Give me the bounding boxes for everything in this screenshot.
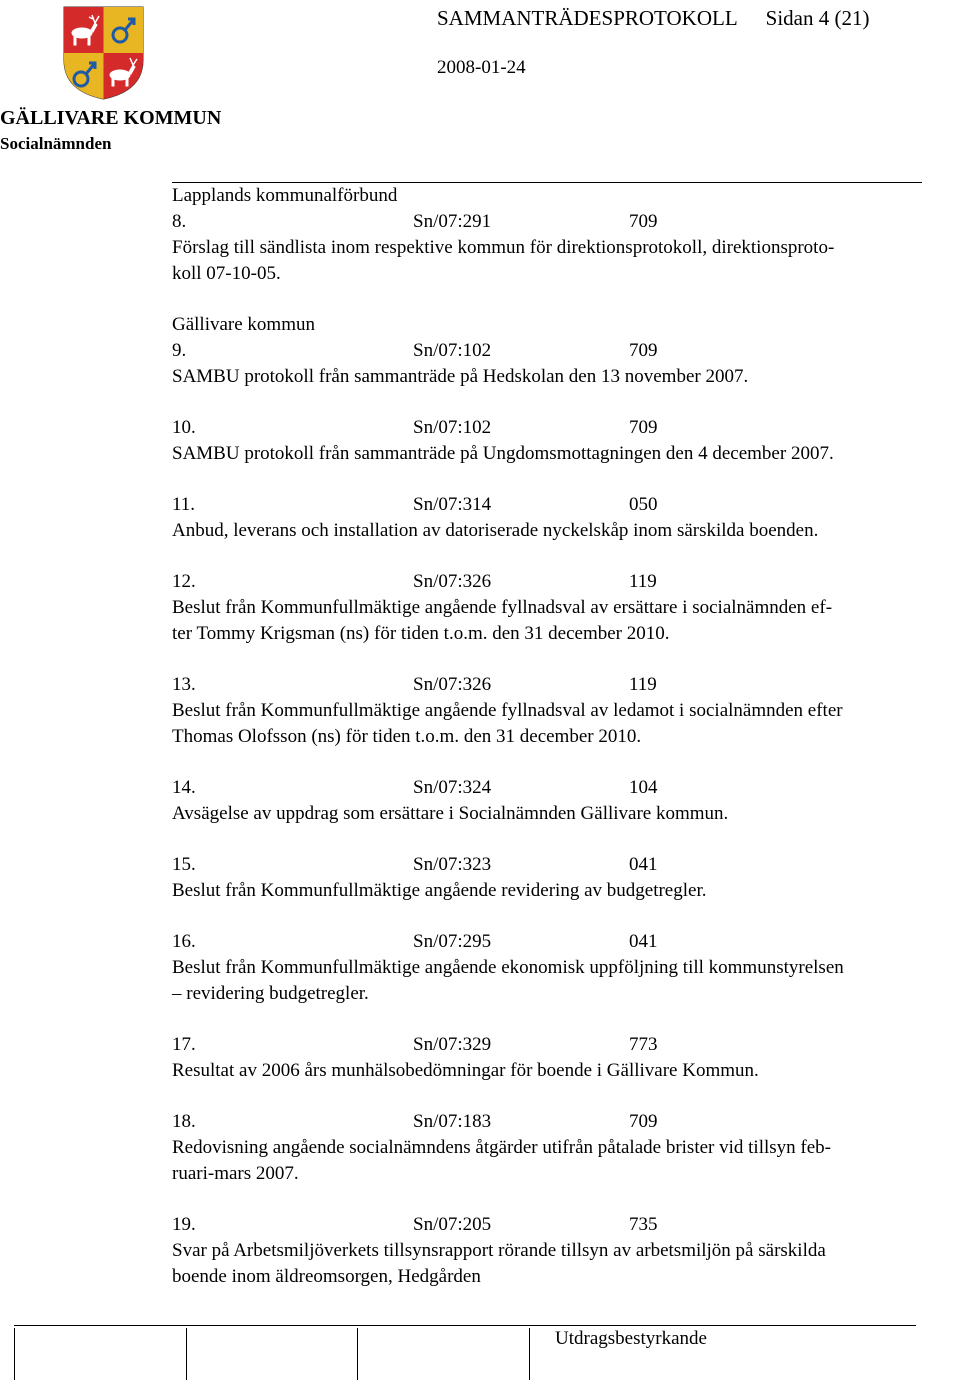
- item-description-line: Beslut från Kommunfullmäktige angående fyllnadsval av ersättare i socialnämnden ef-: [172, 597, 833, 618]
- section-heading: Gällivare kommun: [172, 314, 315, 335]
- item-spacer: [172, 904, 960, 929]
- case-number: Sn/07:326: [413, 674, 492, 695]
- organization-block: [0, 105, 221, 157]
- signature-box-divider: [529, 1328, 530, 1380]
- item-description-line: Resultat av 2006 års munhälsobedömningar för boende i Gällivare Kommun.: [172, 1060, 759, 1081]
- item-number: 11.: [172, 494, 196, 515]
- item-description-line: Avsägelse av uppdrag som ersättare i Socialnämnden Gällivare kommun.: [172, 803, 729, 824]
- section-heading: Lapplands kommunalförbund: [172, 185, 398, 206]
- agenda-item-meta: [172, 672, 960, 698]
- agenda-item-meta: [172, 852, 960, 878]
- item-spacer: [172, 1187, 960, 1212]
- archive-code: 709: [629, 211, 658, 232]
- item-number: 8.: [172, 211, 187, 232]
- item-description-line: Beslut från Kommunfullmäktige angående fyllnadsval av ledamot i socialnämnden efter: [172, 700, 843, 721]
- agenda-item: [172, 672, 960, 750]
- item-description-line: ruari-mars 2007.: [172, 1163, 299, 1184]
- agenda-item: [172, 1032, 960, 1084]
- archive-code: 709: [629, 340, 658, 361]
- item-spacer: [172, 1007, 960, 1032]
- agenda-item: [172, 338, 960, 390]
- case-number: Sn/07:323: [413, 854, 492, 875]
- item-description-line: – revidering budgetregler.: [172, 983, 369, 1004]
- item-number: 15.: [172, 854, 196, 875]
- item-spacer: [172, 827, 960, 852]
- archive-code: 709: [629, 417, 658, 438]
- signature-box-divider: [186, 1328, 187, 1380]
- case-number: Sn/07:324: [413, 777, 492, 798]
- agenda-item-meta: [172, 1032, 960, 1058]
- archive-code: 773: [629, 1034, 658, 1055]
- signature-box-divider: [14, 1328, 15, 1380]
- item-description-line: Anbud, leverans och installation av datoriserade nyckelskåp inom särskilda boenden.: [172, 520, 819, 541]
- case-number: Sn/07:314: [413, 494, 492, 515]
- department-name: Socialnämnden: [0, 134, 112, 153]
- meeting-date: 2008-01-24: [437, 57, 526, 78]
- agenda-item: [172, 569, 960, 647]
- agenda-item-meta: [172, 1212, 960, 1238]
- agenda-item-meta: [172, 569, 960, 595]
- item-number: 16.: [172, 931, 196, 952]
- agenda-item-meta: [172, 209, 960, 235]
- archive-code: 119: [629, 571, 657, 592]
- item-spacer: [172, 467, 960, 492]
- item-description-line: Beslut från Kommunfullmäktige angående revidering av budgetregler.: [172, 880, 707, 901]
- agenda-item-meta: [172, 415, 960, 441]
- case-number: Sn/07:183: [413, 1111, 492, 1132]
- item-spacer: [172, 544, 960, 569]
- coat-of-arms-logo: [62, 5, 145, 101]
- item-description-line: SAMBU protokoll från sammanträde på Ungdomsmottagningen den 4 december 2007.: [172, 443, 834, 464]
- item-description-line: boende inom äldreomsorgen, Hedgården: [172, 1266, 481, 1287]
- item-description-line: Förslag till sändlista inom respektive kommun för direktionsprotokoll, direktionsproto-: [172, 237, 835, 258]
- item-description-line: Beslut från Kommunfullmäktige angående ekonomisk uppföljning till kommunstyrelsen: [172, 957, 844, 978]
- item-spacer: [172, 390, 960, 415]
- agenda-item: [172, 1109, 960, 1187]
- case-number: Sn/07:102: [413, 340, 492, 361]
- agenda-item: [172, 852, 960, 904]
- item-description-line: SAMBU protokoll från sammanträde på Hedskolan den 13 november 2007.: [172, 366, 749, 387]
- item-number: 13.: [172, 674, 196, 695]
- agenda-item: [172, 775, 960, 827]
- agenda-item: [172, 492, 960, 544]
- agenda-item-meta: [172, 775, 960, 801]
- item-number: 18.: [172, 1111, 196, 1132]
- agenda-item: [172, 1212, 960, 1290]
- agenda-item: [172, 415, 960, 467]
- item-description-line: ter Tommy Krigsman (ns) för tiden t.o.m. den 31 december 2010.: [172, 623, 670, 644]
- case-number: Sn/07:329: [413, 1034, 492, 1055]
- item-description-line: koll 07-10-05.: [172, 263, 281, 284]
- document-header: [437, 6, 869, 31]
- item-spacer: [172, 1084, 960, 1109]
- item-number: 19.: [172, 1214, 196, 1235]
- archive-code: 041: [629, 931, 658, 952]
- archive-code: 709: [629, 1111, 658, 1132]
- archive-code: 050: [629, 494, 658, 515]
- archive-code: 119: [629, 674, 657, 695]
- archive-code: 104: [629, 777, 658, 798]
- page-indicator: Sidan 4 (21): [765, 6, 870, 30]
- item-number: 14.: [172, 777, 196, 798]
- protocol-content: [172, 182, 960, 1290]
- item-number: 17.: [172, 1034, 196, 1055]
- item-number: 9.: [172, 340, 187, 361]
- footer-rule: [14, 1325, 916, 1326]
- extract-certification-label: Utdragsbestyrkande: [555, 1328, 707, 1349]
- item-spacer: [172, 647, 960, 672]
- archive-code: 041: [629, 854, 658, 875]
- agenda-item: [172, 209, 960, 287]
- agenda-item-meta: [172, 1109, 960, 1135]
- organization-name: GÄLLIVARE KOMMUN: [0, 107, 222, 129]
- signature-box-divider: [357, 1328, 358, 1380]
- agenda-item-meta: [172, 338, 960, 364]
- case-number: Sn/07:295: [413, 931, 492, 952]
- case-number: Sn/07:205: [413, 1214, 492, 1235]
- item-description-line: Svar på Arbetsmiljöverkets tillsynsrapport rörande tillsyn av arbetsmiljön på särskilda: [172, 1240, 826, 1261]
- case-number: Sn/07:326: [413, 571, 492, 592]
- item-number: 10.: [172, 417, 196, 438]
- item-spacer: [172, 287, 960, 312]
- agenda-item: [172, 929, 960, 1007]
- item-spacer: [172, 750, 960, 775]
- item-description-line: Thomas Olofsson (ns) för tiden t.o.m. den 31 december 2010.: [172, 726, 642, 747]
- case-number: Sn/07:291: [413, 211, 492, 232]
- item-description-line: Redovisning angående socialnämndens åtgärder utifrån påtalade brister vid tillsyn feb-: [172, 1137, 831, 1158]
- agenda-item-meta: [172, 929, 960, 955]
- agenda-item-meta: [172, 492, 960, 518]
- archive-code: 735: [629, 1214, 658, 1235]
- case-number: Sn/07:102: [413, 417, 492, 438]
- document-title: SAMMANTRÄDESPROTOKOLL: [437, 6, 738, 30]
- item-number: 12.: [172, 571, 196, 592]
